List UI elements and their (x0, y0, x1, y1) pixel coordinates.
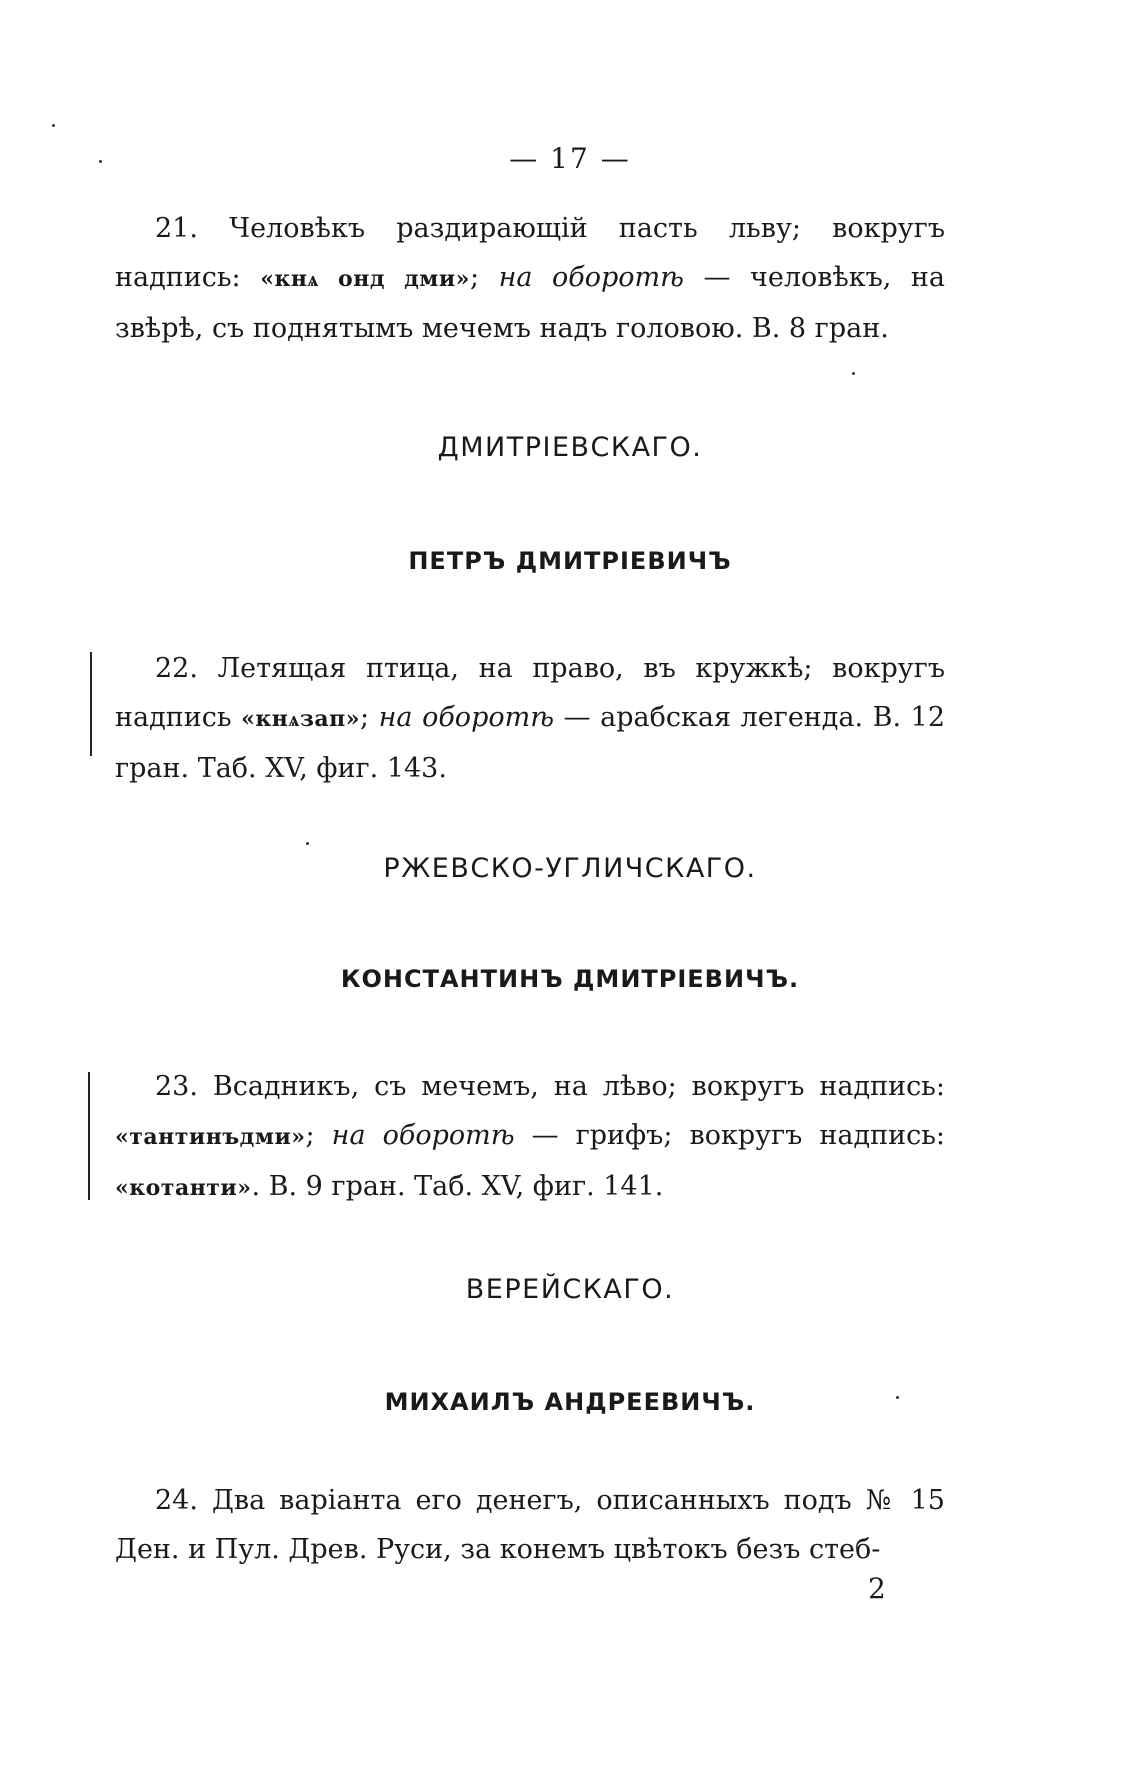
entry-number: 24. (155, 1485, 198, 1516)
margin-mark (90, 652, 92, 756)
coin-legend: «кнѧ онд дми» (260, 266, 470, 292)
entry-number: 22. (155, 653, 198, 684)
signature-mark: 2 (868, 1572, 886, 1605)
principality-heading: РЖЕВСКО-УГЛИЧСКАГО. (383, 853, 757, 884)
reverse-label: на оборотѣ (331, 1120, 515, 1151)
entry-23 (115, 1062, 945, 1213)
entry-21 (115, 204, 945, 353)
entry-number: 23. (155, 1071, 198, 1102)
entry-text: ; (305, 1120, 332, 1151)
entry-text: ; (359, 702, 379, 733)
ink-speck (852, 372, 855, 375)
entry-text: — грифъ; вокругъ надпись: (514, 1120, 945, 1151)
coin-legend: «тантинъдми» (115, 1124, 306, 1150)
entry-text: ; (469, 262, 499, 293)
entry-text: — человѣкъ, на звѣрѣ, съ поднятымъ мечемъ надъ головою. В. 8 гран. (115, 262, 946, 344)
page-number: — 17 — (509, 142, 631, 175)
reverse-label: на оборотѣ (498, 262, 684, 293)
principality-heading: ВЕРЕЙСКАГО. (465, 1274, 675, 1305)
ink-speck (306, 842, 309, 845)
entry-number: 21. (155, 213, 198, 244)
ink-speck (52, 124, 55, 127)
prince-name: МИХАИЛЪ АНДРЕЕВИЧЪ. (384, 1388, 756, 1416)
entry-text: . В. 9 гран. Таб. XV, фиг. 141. (251, 1171, 664, 1202)
principality-heading: ДМИТРІЕВСКАГО. (437, 432, 703, 463)
entry-text: — арабская легенда. В. 12 гран. Таб. XV, фиг. 143. (115, 702, 945, 784)
prince-name: КОНСТАНТИНЪ ДМИТРІЕВИЧЪ. (340, 965, 800, 993)
reverse-label: на оборотѣ (378, 702, 555, 733)
entry-text: Человѣкъ раздирающій пасть льву; вокругъ надпись: (115, 213, 945, 293)
entry-text: Всадникъ, съ мечемъ, на лѣво; вокругъ надпись: (212, 1071, 945, 1102)
prince-name: ПЕТРЪ ДМИТРІЕВИЧЪ (408, 547, 732, 575)
entry-24 (115, 1476, 945, 1574)
entry-text: Летящая птица, на право, въ кружкѣ; вокругъ надпись (115, 653, 945, 733)
margin-mark (88, 1072, 90, 1200)
entry-22 (115, 644, 945, 793)
coin-legend: «котанти» (115, 1175, 252, 1201)
coin-legend: «кнѧзап» (241, 706, 360, 732)
entry-text: Два варіанта его денегъ, описанныхъ подъ № 15 Ден. и Пул. Древ. Руси, за конемъ цвѣтокъ безъ стеб- (115, 1485, 945, 1565)
